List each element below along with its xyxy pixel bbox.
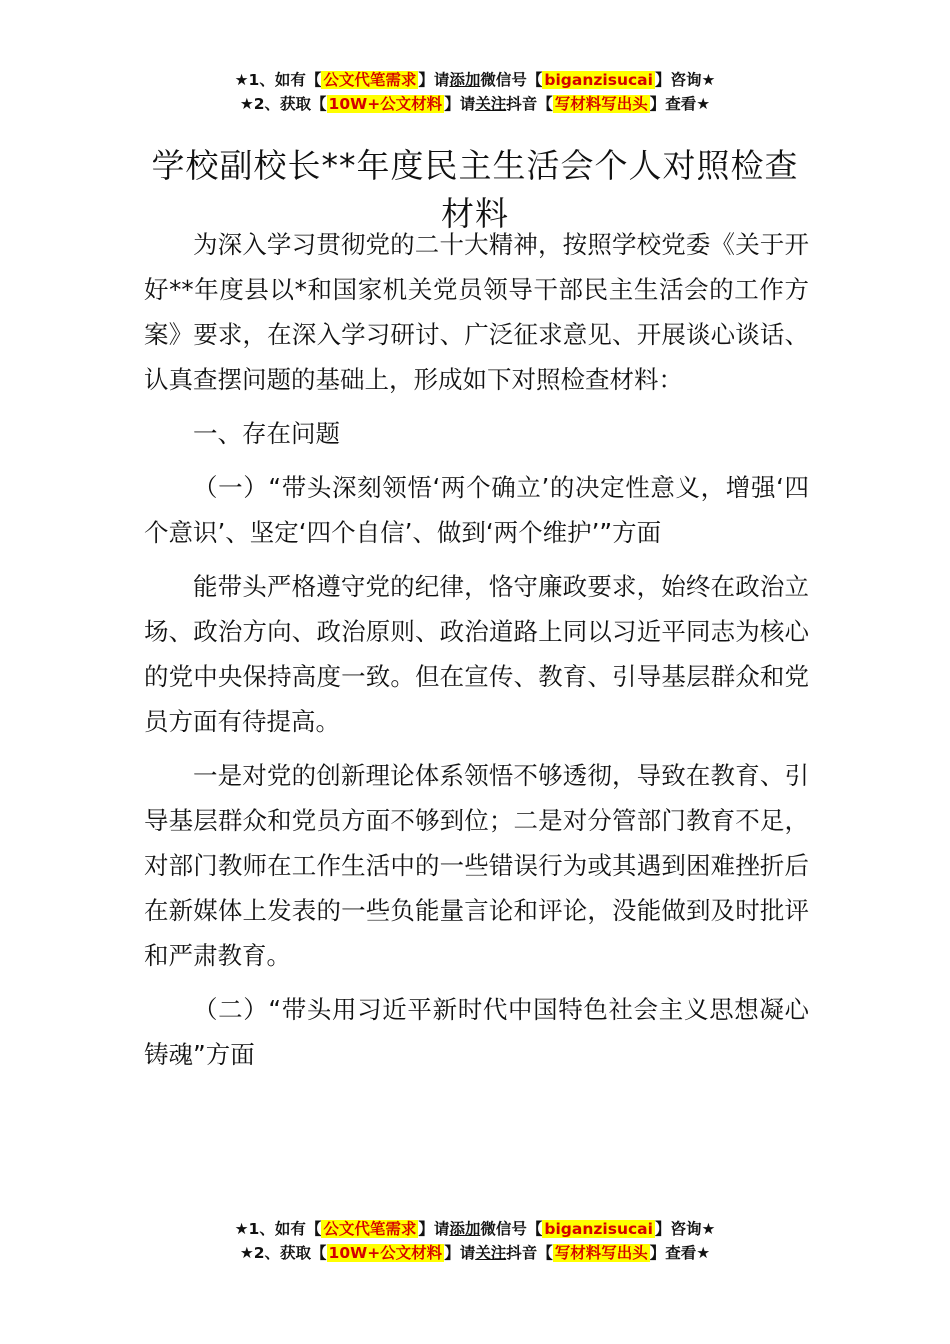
banner-text: ★1、如有【 [234,71,322,89]
banner-text: 】查看★ [649,1244,711,1262]
banner-line-2 [0,1241,950,1265]
highlight-materials: 10W+公文材料 [328,95,443,113]
banner-text: ★1、如有【 [234,1220,322,1238]
banner-underlined: 关注 [475,95,507,113]
subsection-heading-1: （一）“带头深刻领悟‘两个确立’的决定性意义，增强‘四个意识’、坚定‘四个自信’、做到‘两个维护’”方面 [144,473,809,547]
banner-text: 】查看★ [649,95,711,113]
banner-text: 】请 [444,95,476,113]
banner-text: 】请 [418,71,450,89]
banner-underlined: 添加 [449,1220,481,1238]
highlight-service: 公文代笔需求 [323,1220,417,1238]
banner-text: 】请 [418,1220,450,1238]
banner-text: 】咨询★ [654,1220,716,1238]
highlight-douyin-account: 写材料写出头 [554,1244,648,1262]
banner-text: ★2、获取【 [239,1244,327,1262]
highlight-wechat-id: biganzisucai [544,1220,653,1238]
banner-line-2 [0,92,950,116]
banner-underlined: 关注 [475,1244,507,1262]
body-paragraph: 一是对党的创新理论体系领悟不够透彻，导致在教育、引导基层群众和党员方面不够到位；二是对分管部门教育不足，对部门教师在工作生活中的一些错误行为或其遇到困难挫折后在新媒体上发表的一些负能量言论和评论，没能做到及时批评和严肃教育。 [144,761,809,970]
highlight-service: 公文代笔需求 [323,71,417,89]
highlight-wechat-id: biganzisucai [544,71,653,89]
document-body [144,222,809,1086]
highlight-materials: 10W+公文材料 [328,1244,443,1262]
highlight-douyin-account: 写材料写出头 [554,95,648,113]
banner-text: 抖音【 [506,95,553,113]
section-heading: 一、存在问题 [193,419,340,448]
document-title: 学校副校长**年度民主生活会个人对照检查材料 [151,146,799,234]
header-banner [0,68,950,116]
banner-text: 】请 [444,1244,476,1262]
banner-text: 抖音【 [506,1244,553,1262]
subsection-heading-2: （二）“带头用习近平新时代中国特色社会主义思想凝心铸魂”方面 [144,995,809,1069]
banner-text: 】咨询★ [654,71,716,89]
body-paragraph: 能带头严格遵守党的纪律，恪守廉政要求，始终在政治立场、政治方向、政治原则、政治道路上同以习近平同志为核心的党中央保持高度一致。但在宣传、教育、引导基层群众和党员方面有待提高。 [144,572,809,736]
banner-text: 微信号【 [480,1220,543,1238]
footer-banner [0,1217,950,1265]
banner-underlined: 添加 [449,71,481,89]
banner-text: ★2、获取【 [239,95,327,113]
banner-line-1 [0,1217,950,1241]
intro-paragraph: 为深入学习贯彻党的二十大精神，按照学校党委《关于开好**年度县以*和国家机关党员领导干部民主生活会的工作方案》要求，在深入学习研讨、广泛征求意见、开展谈心谈话、认真查摆问题的基础上，形成如下对照检查材料： [144,230,809,394]
banner-text: 微信号【 [480,71,543,89]
banner-line-1 [0,68,950,92]
